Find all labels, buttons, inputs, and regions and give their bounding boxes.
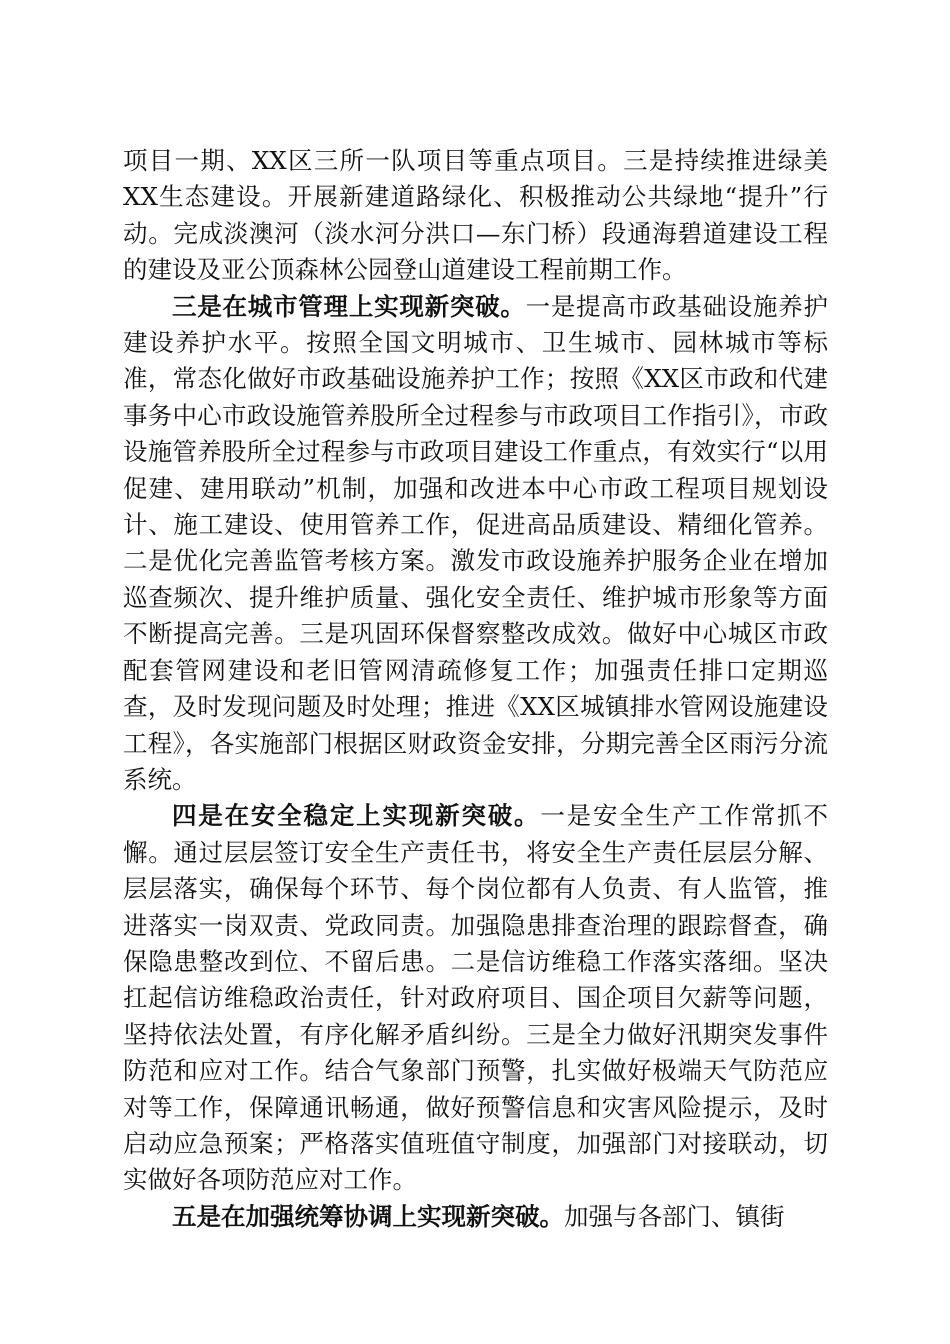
paragraph-body: 一是提高市政基础设施养护建设养护水平。按照全国文明城市、卫生城市、园林城市等标准，常态化做好市政基础设施养护工作；按照《XX区市政和代建事务中心市政设施管养股所全过程参与市政项目工作指引》，市政设施管养股所全过程参与市政项目建设工作重点，有效实行“以用促建、建用联动”机制，加强和改进本中心市政工程项目规划设计、施工建设、使用管养工作，促进高品质建设、精细化管养。二是优化完善监管考核方案。激发市政设施养护服务企业在增加巡查频次、提升维护质量、强化安全责任、维护城市形象等方面不断提高完善。三是巩固环保督察整改成效。做好中心城区市政配套管网建设和老旧管网清疏修复工作；加强责任排口定期巡查，及时发现问题及时处理；推进《XX区城镇排水管网设施建设工程》，各实施部门根据区财政资金安排，分期完善全区雨污分流系统。 xyxy=(123,291,828,794)
paragraph-continuation xyxy=(123,143,828,289)
paragraph-body: 项目一期、XX区三所一队项目等重点项目。三是持续推进绿美XX生态建设。开展新建道路绿化、积极推动公共绿地“提升”行动。完成淡澳河（淡水河分洪口—东门桥）段通海碧道建设工程的建设及亚公顶森林公园登山道建设工程前期工作。 xyxy=(123,146,828,285)
paragraph-heading: 三是在城市管理上实现新突破。 xyxy=(172,291,526,321)
paragraph-body: 一是安全生产工作常抓不懈。通过层层签订安全生产责任书，将安全生产责任层层分解、层层落实，确保每个环节、每个岗位都有人负责、有人监管，推进落实一岗双责、党政同责。加强隐患排查治理的跟踪督查，确保隐患整改到位、不留后患。二是信访维稳工作落实落细。坚决扛起信访维稳政治责任，针对政府项目、国企项目欠薪等问题，坚持依法处置，有序化解矛盾纠纷。三是全力做好汛期突发事件防范和应对工作。结合气象部门预警，扎实做好极端天气防范应对等工作，保障通讯畅通，做好预警信息和灾害风险提示，及时启动应急预案；严格落实值班值守制度，加强部门对接联动，切实做好各项防范应对工作。 xyxy=(123,801,828,1195)
paragraph-body: 加强与各部门、镇街 xyxy=(564,1201,785,1231)
paragraph-city-management xyxy=(123,289,828,799)
paragraph-heading: 四是在安全稳定上实现新突破。 xyxy=(172,801,541,831)
paragraph-heading: 五是在加强统筹协调上实现新突破。 xyxy=(172,1201,564,1231)
paragraph-safety-stability xyxy=(123,798,828,1198)
document-body xyxy=(123,143,828,1235)
paragraph-coordination xyxy=(123,1199,828,1235)
